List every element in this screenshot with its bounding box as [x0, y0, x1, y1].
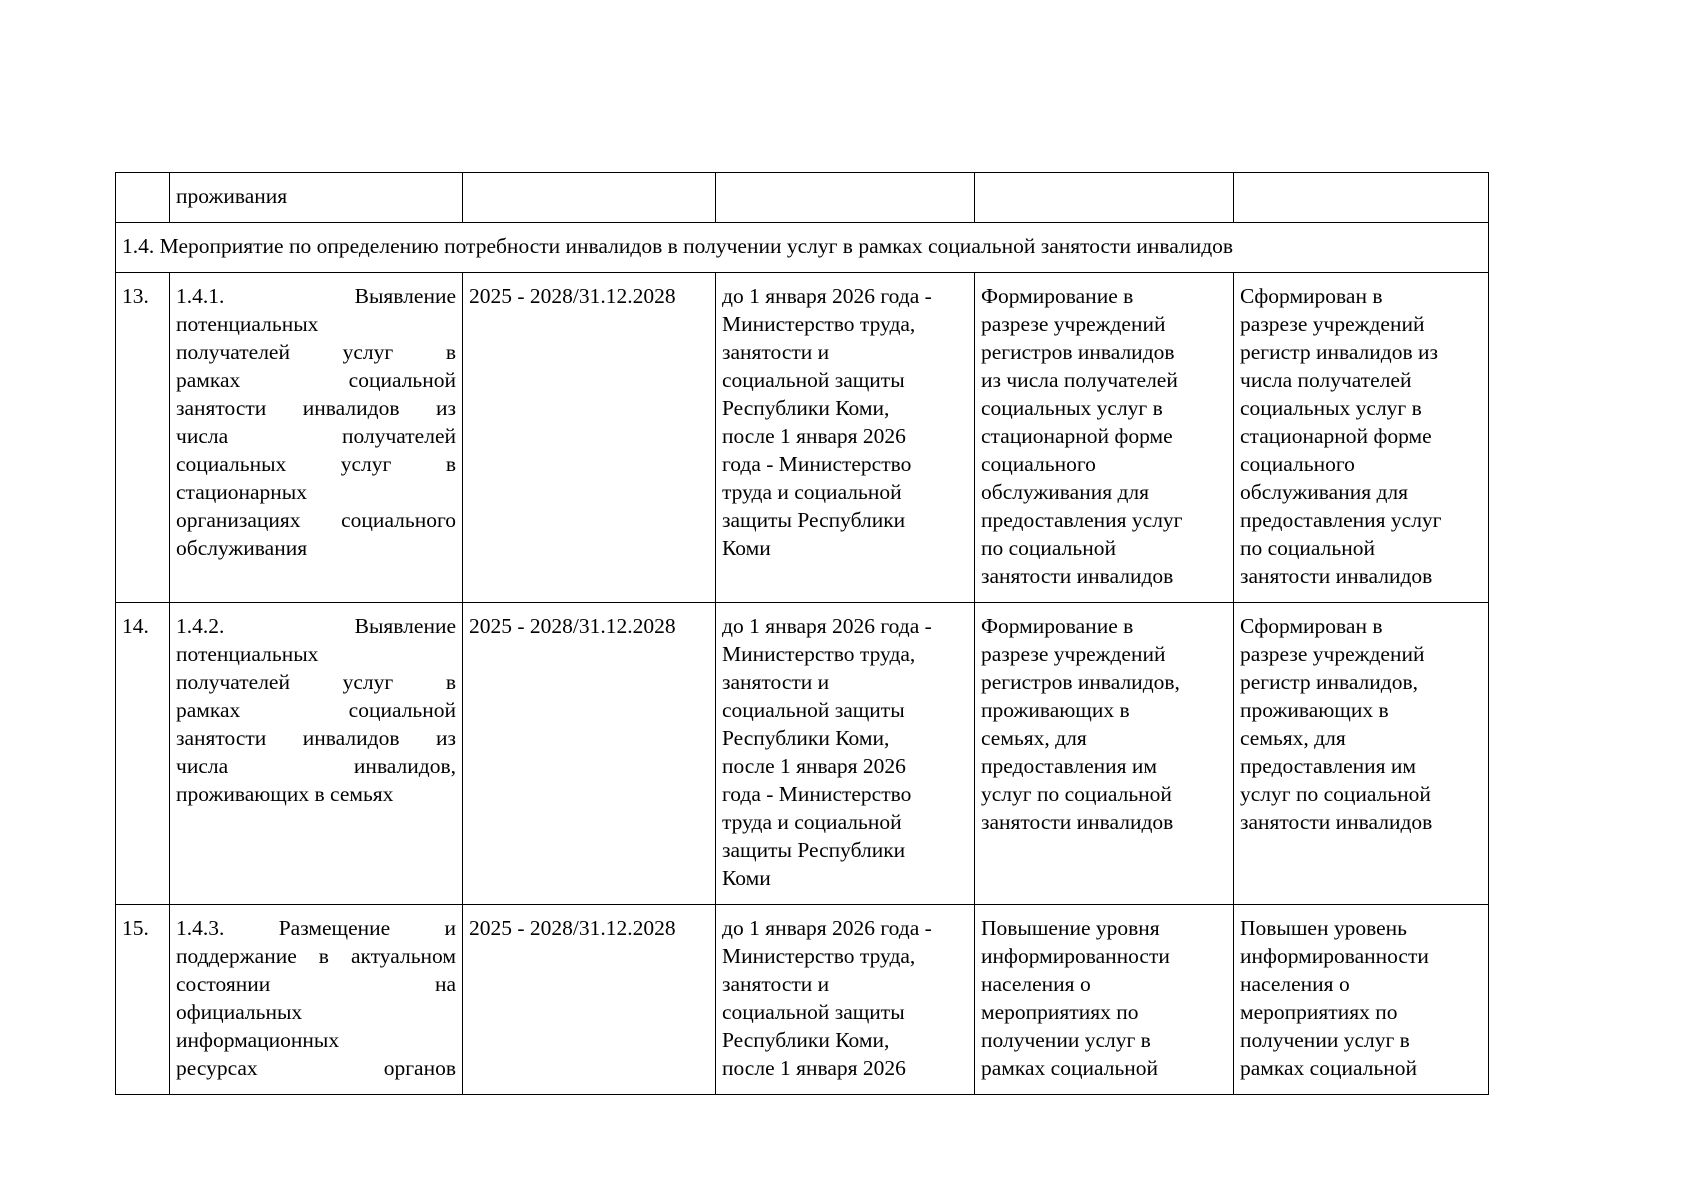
text-line: занятости инвалидов: [1240, 810, 1433, 834]
text-line: Министерство труда,: [722, 944, 916, 968]
cell-measure-name: [170, 905, 463, 1095]
text-line: после 1 января 2026: [722, 424, 906, 448]
text-line: рамках социальной: [1240, 1056, 1418, 1080]
cell-result: [975, 603, 1234, 905]
cell-period: 2025 - 2028/31.12.2028: [463, 603, 716, 905]
text-line: проживающих в: [981, 698, 1130, 722]
text-line: до 1 января 2026 года -: [722, 614, 932, 638]
text-line: мероприятиях по: [981, 1000, 1139, 1024]
cell-measure-name: [170, 273, 463, 603]
cell-executor: [716, 905, 975, 1095]
text-line: проживающих в: [1240, 698, 1389, 722]
text-line: рамках социальной: [176, 368, 456, 392]
text-line: разрезе учреждений: [981, 312, 1166, 336]
text-line: социальных услуг в: [1240, 396, 1422, 420]
text-line: социальной защиты: [722, 368, 905, 392]
text-line: поддержание в актуальном: [176, 944, 456, 968]
text-line: социальных услуг в: [176, 452, 456, 476]
text-line: социального: [981, 452, 1096, 476]
text-line: разрезе учреждений: [1240, 642, 1425, 666]
text-line: занятости инвалидов из: [176, 396, 456, 420]
text-line: стационарной форме: [981, 424, 1173, 448]
text-line: Сформирован в: [1240, 284, 1383, 308]
text-line: получении услуг в: [981, 1028, 1151, 1052]
text-line: занятости и: [722, 972, 830, 996]
text-line: регистров инвалидов,: [981, 670, 1180, 694]
text-line: рамках социальной: [981, 1056, 1159, 1080]
text-line: обслуживания для: [1240, 480, 1409, 504]
text-line: предоставления им: [981, 754, 1158, 778]
text-line: населения о: [981, 972, 1091, 996]
text-line: Республики Коми,: [722, 1028, 890, 1052]
text-line: проживающих в семьях: [176, 782, 394, 806]
text-line: потенциальных: [176, 642, 319, 666]
cell-period: 2025 - 2028/31.12.2028: [463, 273, 716, 603]
text-line: регистр инвалидов,: [1240, 670, 1419, 694]
text-line: труда и социальной: [722, 810, 902, 834]
text-line: занятости и: [722, 670, 830, 694]
text-line: стационарных: [176, 480, 308, 504]
row-number: 14.: [116, 603, 170, 905]
text-line: семьях, для: [1240, 726, 1346, 750]
text-line: Сформирован в: [1240, 614, 1383, 638]
text-line: обслуживания для: [981, 480, 1150, 504]
text-line: ресурсах органов: [176, 1056, 456, 1080]
text-line: организациях социального: [176, 508, 456, 532]
text-line: услуг по социальной: [981, 782, 1172, 806]
cell-executor: [716, 603, 975, 905]
text-line: семьях, для: [981, 726, 1087, 750]
table-row-continuation: [116, 173, 1489, 223]
table-row: [116, 273, 1489, 603]
text-line: занятости инвалидов: [981, 810, 1174, 834]
text-line: года - Министерство: [722, 452, 912, 476]
cell-measure-name: проживания: [170, 173, 463, 223]
text-line: мероприятиях по: [1240, 1000, 1398, 1024]
text-line: Повышен уровень: [1240, 916, 1407, 940]
text-line: разрезе учреждений: [981, 642, 1166, 666]
text-line: Коми: [722, 866, 771, 890]
text-line: социального: [1240, 452, 1355, 476]
cell-result: [975, 905, 1234, 1095]
text-line: населения о: [1240, 972, 1350, 996]
text-line: Министерство труда,: [722, 312, 916, 336]
table-row: [116, 603, 1489, 905]
text-line: защиты Республики: [722, 508, 906, 532]
text-line: услуг по социальной: [1240, 782, 1431, 806]
cell-period: 2025 - 2028/31.12.2028: [463, 905, 716, 1095]
text-line: социальных услуг в: [981, 396, 1163, 420]
row-number: 15.: [116, 905, 170, 1095]
text-line: рамках социальной: [176, 698, 456, 722]
text-line: по социальной: [1240, 536, 1375, 560]
cell-indicator: [1234, 905, 1489, 1095]
text-line: предоставления им: [1240, 754, 1417, 778]
text-line: обслуживания: [176, 536, 308, 560]
text-line: социальной защиты: [722, 698, 905, 722]
cell-measure-name: [170, 603, 463, 905]
text-line: Повышение уровня: [981, 916, 1160, 940]
text-line: потенциальных: [176, 312, 319, 336]
text-line: занятости и: [722, 340, 830, 364]
text-line: 1.4.1. Выявление: [176, 284, 456, 308]
cell-indicator: [1234, 273, 1489, 603]
text-line: регистров инвалидов: [981, 340, 1175, 364]
text-line: получателей услуг в: [176, 340, 456, 364]
text-line: получателей услуг в: [176, 670, 456, 694]
text-line: получении услуг в: [1240, 1028, 1410, 1052]
text-line: регистр инвалидов из: [1240, 340, 1439, 364]
text-line: числа получателей: [176, 424, 456, 448]
text-line: числа инвалидов,: [176, 754, 456, 778]
text-line: предоставления услуг: [1240, 508, 1442, 532]
text-line: стационарной форме: [1240, 424, 1432, 448]
text-line: числа получателей: [1240, 368, 1412, 392]
text-line: Коми: [722, 536, 771, 560]
cell-result: [975, 173, 1234, 223]
text-line: до 1 января 2026 года -: [722, 916, 932, 940]
text-line: Формирование в: [981, 614, 1134, 638]
text-line: по социальной: [981, 536, 1116, 560]
text-line: года - Министерство: [722, 782, 912, 806]
table-row: [116, 905, 1489, 1095]
text-line: 1.4.2. Выявление: [176, 614, 456, 638]
cell-indicator: [1234, 603, 1489, 905]
row-number: 13.: [116, 273, 170, 603]
text-line: Формирование в: [981, 284, 1134, 308]
text-line: труда и социальной: [722, 480, 902, 504]
text-line: Республики Коми,: [722, 396, 890, 420]
measures-table: [115, 172, 1489, 1095]
cell-executor: [716, 273, 975, 603]
text-line: информированности: [981, 944, 1170, 968]
cell-result: [975, 273, 1234, 603]
text-line: из числа получателей: [981, 368, 1178, 392]
text-line: официальных: [176, 1000, 303, 1024]
text-line: после 1 января 2026: [722, 1056, 906, 1080]
text-line: занятости инвалидов: [981, 564, 1174, 588]
text-line: занятости инвалидов: [1240, 564, 1433, 588]
text-line: социальной защиты: [722, 1000, 905, 1024]
text-line: предоставления услуг: [981, 508, 1183, 532]
cell-num: [116, 173, 170, 223]
text-line: информированности: [1240, 944, 1429, 968]
section-title: 1.4. Мероприятие по определению потребности инвалидов в получении услуг в рамках социальной занятости инвалидов: [116, 223, 1489, 273]
text-line: состоянии на: [176, 972, 456, 996]
text-line: защиты Республики: [722, 838, 906, 862]
text-line: до 1 января 2026 года -: [722, 284, 932, 308]
cell-executor: [716, 173, 975, 223]
text-line: после 1 января 2026: [722, 754, 906, 778]
text-line: информационных: [176, 1028, 340, 1052]
text-line: разрезе учреждений: [1240, 312, 1425, 336]
text-line: Республики Коми,: [722, 726, 890, 750]
section-header-row: [116, 223, 1489, 273]
cell-period: [463, 173, 716, 223]
text-line: Министерство труда,: [722, 642, 916, 666]
cell-indicator: [1234, 173, 1489, 223]
text-line: занятости инвалидов из: [176, 726, 456, 750]
text-line: 1.4.3. Размещение и: [176, 916, 456, 940]
